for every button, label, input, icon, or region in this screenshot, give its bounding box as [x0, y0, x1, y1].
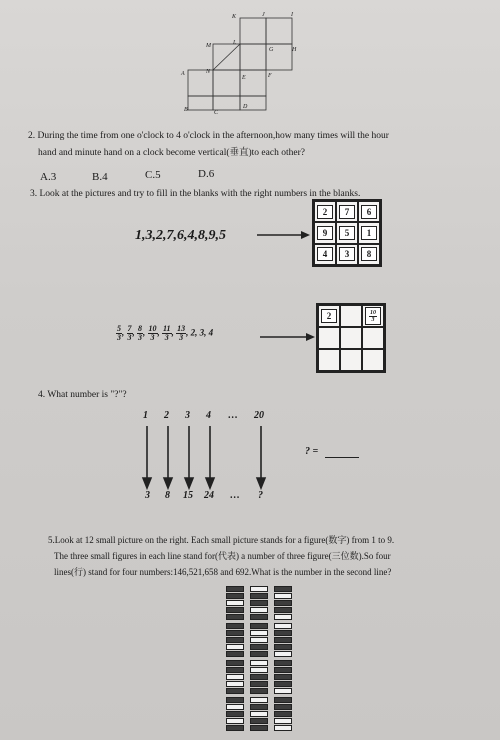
q4-top-2: 2 [164, 410, 169, 421]
q3-sequence-1: 1,3,2,7,6,4,8,9,5 [135, 228, 226, 243]
bar-segment [274, 630, 292, 636]
grid2-cell: 2 [318, 305, 340, 327]
bar-segment [250, 630, 268, 636]
grid1-cell: 3 [336, 244, 358, 265]
q2-line1: 2. During the time from one o'clock to 4 o'clock in the afternoon,how many times will the hour [28, 131, 389, 141]
q4-answer-blank[interactable] [325, 457, 359, 458]
grid2-cell [362, 349, 384, 371]
bar-segment [274, 725, 292, 731]
fraction: $\frac{5}{3}$ [117, 324, 121, 342]
bar-segment [274, 644, 292, 650]
q5-line3: lines(行) stand for four numbers:146,521,658 and 692.What is the number in the second line? [54, 567, 392, 577]
q4-bottom-question: ? [258, 490, 263, 501]
bar-segment [226, 607, 244, 613]
bar-segment [226, 637, 244, 643]
q2-option-c: C.5 [145, 169, 161, 181]
grid2-cell [318, 327, 340, 349]
label-g: G [269, 47, 274, 53]
bar-segment [274, 623, 292, 629]
bar-segment [274, 688, 292, 694]
bar-segment [250, 711, 268, 717]
bar-segment [274, 607, 292, 613]
down-arrows [140, 424, 270, 490]
fraction: $\frac{10}{3}$ [370, 309, 376, 323]
bar-segment [250, 607, 268, 613]
sequence-tail: , 2, 3, 4 [186, 327, 214, 338]
bar-segment [226, 644, 244, 650]
bar-segment [250, 718, 268, 724]
bar-segment [226, 674, 244, 680]
bar-segment [226, 586, 244, 592]
q4-top-1: 1 [143, 410, 148, 421]
bar-segment [250, 667, 268, 673]
bar-segment [274, 674, 292, 680]
bar-segment [226, 718, 244, 724]
label-c: C [214, 110, 219, 116]
bar-segment [274, 697, 292, 703]
small-picture [226, 660, 244, 695]
small-picture [250, 660, 268, 695]
bar-segment [250, 600, 268, 606]
q3-sequence-2: $\frac{5}{3}$ , $\frac{7}{3}$ , $\frac{8}{3}$ , $\frac{10}{3}$ , $\frac{11}{3}$ , $\frac{13}{3}$ , 2, 3, 4 [117, 324, 214, 342]
fill-in-grid [316, 303, 386, 373]
bar-segment [250, 586, 268, 592]
bar-segment [274, 704, 292, 710]
bar-segment [226, 651, 244, 657]
grid2-cell [340, 349, 362, 371]
q4-answer-label: ? = [305, 446, 319, 457]
q2-option-a: A.3 [40, 171, 57, 183]
grid1-cell: 9 [314, 222, 336, 243]
label-j: J [262, 12, 265, 18]
q4-bottom-8: 8 [165, 490, 170, 501]
bar-segment [274, 614, 292, 620]
small-picture [250, 697, 268, 732]
bar-segment [274, 660, 292, 666]
grid2-cell [318, 349, 340, 371]
small-picture [274, 586, 292, 621]
bar-segment [226, 697, 244, 703]
q2-option-d: D.6 [198, 168, 215, 180]
q3-prompt: 3. Look at the pictures and try to fill in the blanks with the right numbers in the blanks. [30, 189, 361, 199]
bar-segment [274, 593, 292, 599]
bar-segment [250, 644, 268, 650]
grid2-cell [340, 305, 362, 327]
bar-segment [226, 630, 244, 636]
label-k: K [232, 14, 237, 20]
grid1-cell: 6 [358, 201, 380, 222]
small-picture [274, 660, 292, 695]
q4-top-20: 20 [254, 410, 264, 421]
bar-segment [226, 660, 244, 666]
grid2-cell [362, 305, 384, 327]
bar-segment [250, 681, 268, 687]
q2-option-b: B.4 [92, 171, 108, 183]
bar-segment [274, 681, 292, 687]
q5-line2: The three small figures in each line stand for(代表) a number of three figure(三位数).So four [54, 551, 391, 561]
bar-segment [250, 623, 268, 629]
small-picture [274, 623, 292, 658]
magic-square-grid [312, 199, 382, 267]
q4-bottom-15: 15 [183, 490, 193, 501]
bar-segment [226, 681, 244, 687]
small-picture [274, 697, 292, 732]
bar-pictures [226, 586, 296, 734]
label-i: I [291, 12, 293, 18]
label-l: L [233, 40, 237, 46]
bar-segment [250, 593, 268, 599]
label-a: A [181, 71, 185, 77]
bar-segment [226, 688, 244, 694]
label-n: N [206, 69, 211, 75]
bar-segment [250, 725, 268, 731]
bar-segment [226, 667, 244, 673]
small-picture [250, 623, 268, 658]
fraction: $\frac{11}{3}$ [163, 324, 171, 342]
small-picture [226, 623, 244, 658]
bar-segment [250, 704, 268, 710]
grid1-cell: 2 [314, 201, 336, 222]
label-m: M [206, 43, 211, 49]
q4-bottom-ellipsis: … [230, 490, 240, 501]
fraction: $\frac{10}{3}$ [148, 324, 157, 342]
bar-segment [274, 718, 292, 724]
bar-segment [226, 704, 244, 710]
q4-top-4: 4 [206, 410, 211, 421]
bar-segment [250, 697, 268, 703]
bar-segment [274, 637, 292, 643]
small-picture [226, 697, 244, 732]
q5-line1: 5.Look at 12 small picture on the right. Each small picture stands for a figure(数字) from 1 to 9. [48, 535, 395, 545]
label-f: F [268, 73, 272, 79]
bar-segment [226, 725, 244, 731]
fraction: $\frac{7}{3}$ [127, 324, 132, 342]
bar-segment [226, 593, 244, 599]
bar-segment [274, 651, 292, 657]
label-e: E [242, 75, 246, 81]
arrow-icon [258, 330, 316, 344]
q4-bottom-24: 24 [204, 490, 214, 501]
bar-segment [226, 600, 244, 606]
bar-segment [226, 614, 244, 620]
fraction: $\frac{8}{3}$ [138, 324, 142, 342]
grid1-cell: 1 [358, 222, 380, 243]
bar-segment [226, 711, 244, 717]
q4-top-3: 3 [185, 410, 190, 421]
bar-segment [274, 586, 292, 592]
q4-prompt: 4. What number is "?"? [38, 390, 127, 400]
grid1-cell: 8 [358, 244, 380, 265]
small-picture [226, 586, 244, 621]
q2-line2: hand and minute hand on a clock become vertical(垂直)to each other? [38, 148, 305, 158]
bar-segment [274, 600, 292, 606]
bar-segment [250, 660, 268, 666]
small-picture [250, 586, 268, 621]
bar-segment [250, 637, 268, 643]
bar-segment [274, 667, 292, 673]
bar-segment [250, 614, 268, 620]
grid2-cell [340, 327, 362, 349]
bar-segment [226, 623, 244, 629]
q4-bottom-3: 3 [145, 490, 150, 501]
label-b: B [184, 107, 188, 113]
label-h: H [292, 47, 297, 53]
arrow-icon [255, 228, 311, 242]
fraction: $\frac{13}{3}$ [177, 324, 186, 342]
bar-segment [250, 651, 268, 657]
grid1-cell: 5 [336, 222, 358, 243]
q4-top-ellipsis: … [228, 410, 238, 421]
label-d: D [243, 104, 248, 110]
grid1-cell: 7 [336, 201, 358, 222]
grid2-cell [362, 327, 384, 349]
bar-segment [274, 711, 292, 717]
grid1-cell: 4 [314, 244, 336, 265]
bar-segment [250, 674, 268, 680]
bar-segment [250, 688, 268, 694]
